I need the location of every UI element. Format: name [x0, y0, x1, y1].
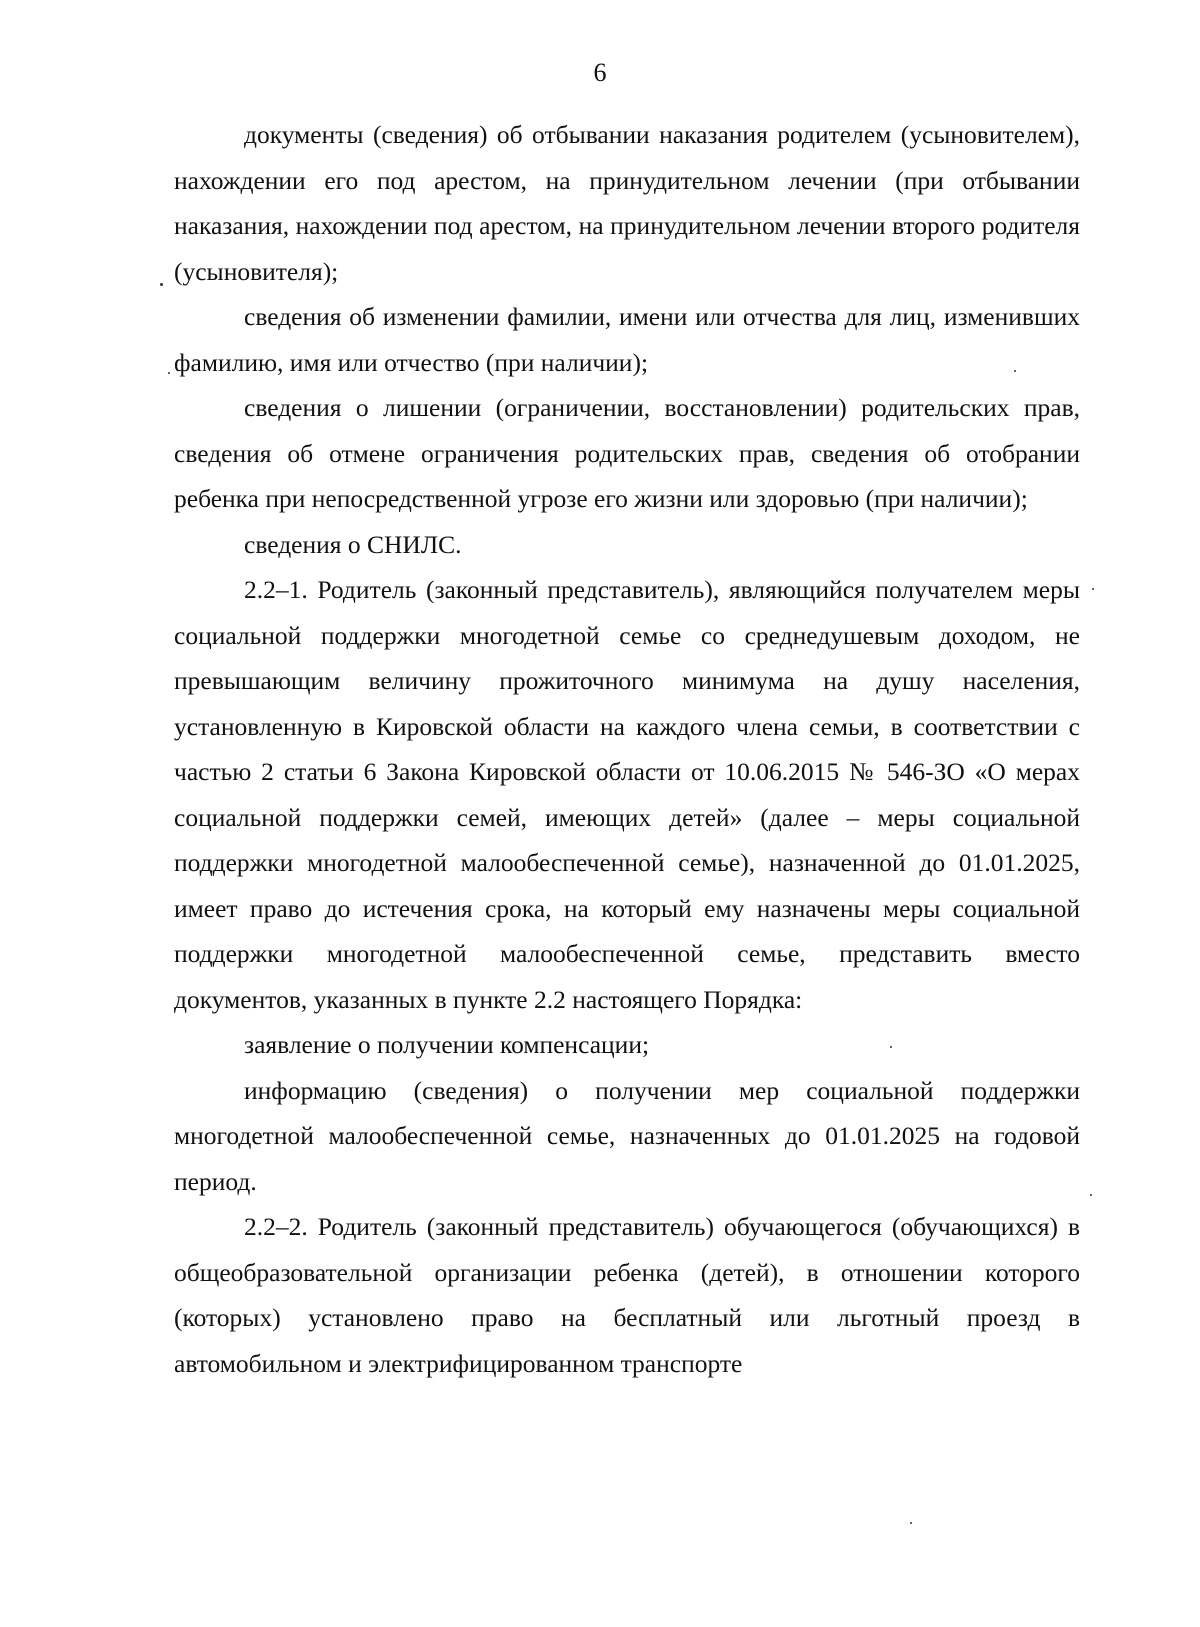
paragraph-name-change: сведения об изменении фамилии, имени или отчества для лиц, изменивших фамилию, имя или отчество (при наличии); [174, 302, 1080, 377]
scan-speck [910, 1522, 912, 1524]
paragraph-support-information: информацию (сведения) о получении мер социальной поддержки многодетной малообеспеченной семье, назначенных до 01.01.2025 на годовой период. [174, 1075, 1080, 1196]
scan-speck [1090, 1194, 1092, 1196]
page-number: 6 [593, 58, 607, 87]
scan-speck [168, 372, 170, 374]
paragraph-clause-2-2-2: 2.2–2. Родитель (законный представитель) обучающегося (обучающихся) в общеобразовательной организации ребенка (детей), в отношении которого (которых) установлено право на бесплатный или льготный проезд в автомобильном и электрифицированном транспорте [174, 1212, 1080, 1378]
scan-speck [1014, 370, 1016, 372]
document-body [174, 112, 1080, 1386]
scan-speck [1092, 588, 1094, 590]
scan-speck [160, 283, 163, 286]
paragraph-compensation-application: заявление о получении компенсации; [244, 1030, 650, 1059]
scan-speck [890, 1046, 892, 1048]
paragraph-penalty-documents: документы (сведения) об отбывании наказания родителем (усыновителем), нахождении его под арестом, на принудительном лечении (при отбывании наказания, нахождении под арестом, на принудительном лечении второго родителя (усыновителя); [174, 120, 1080, 286]
paragraph-parental-rights: сведения о лишении (ограничении, восстановлении) родительских прав, сведения об отмене ограничения родительских прав, сведения об отобрании ребенка при непосредственной угрозе его жизни или здоровью (при наличии); [174, 393, 1080, 513]
paragraph-clause-2-2-1: 2.2–1. Родитель (законный представитель), являющийся получателем меры социальной поддержки многодетной семье со среднедушевым доходом, не превышающим величину прожиточного минимума на душу населения, установленную в Кировской области на каждого члена семьи, в соответствии с частью 2 статьи 6 Закона Кировской области от 10.06.2015 № 546-ЗО «О мерах социальной поддержки семей, имеющих детей» (далее – меры социальной поддержки многодетной малообеспеченной семье), назначенной до 01.01.2025, имеет право до истечения срока, на который ему назначены меры социальной поддержки многодетной малообеспеченной семье, представить вместо документов, указанных в пункте 2.2 настоящего Порядка: [174, 575, 1080, 1014]
paragraph-snils: сведения о СНИЛС. [244, 529, 462, 559]
